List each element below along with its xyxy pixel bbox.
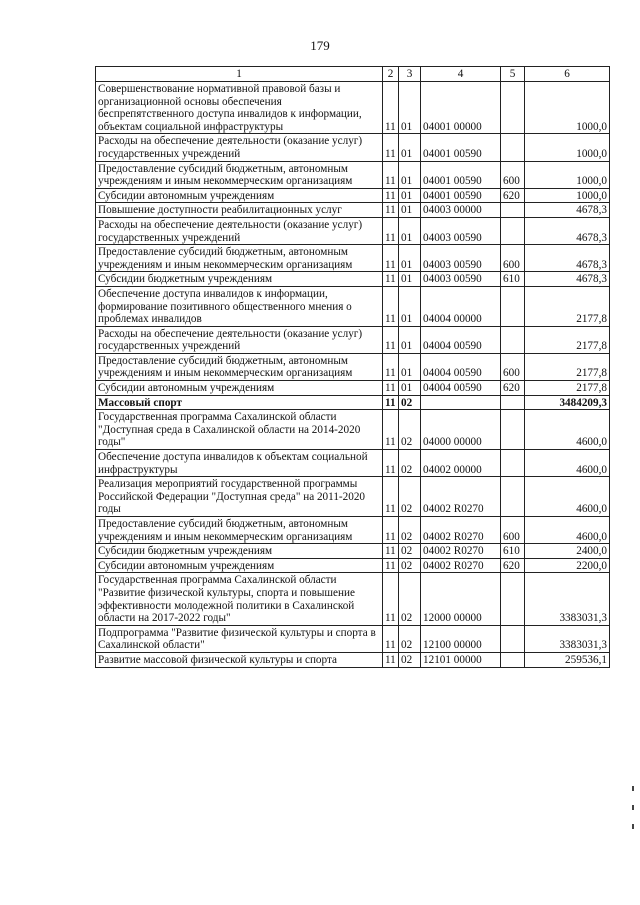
row-section-code: 11 <box>383 410 399 450</box>
row-description: Субсидии автономным учреждениям <box>96 188 383 203</box>
row-section-code: 11 <box>383 286 399 326</box>
page-number: 179 <box>310 38 330 53</box>
row-expense-type-code <box>501 477 525 517</box>
row-subsection-code: 01 <box>399 272 421 287</box>
row-target-article-code: 04000 00000 <box>421 410 501 450</box>
row-expense-type-code: 600 <box>501 353 525 380</box>
row-amount: 4678,3 <box>525 245 610 272</box>
row-description: Расходы на обеспечение деятельности (оказание услуг) государственных учреждений <box>96 217 383 244</box>
row-description: Обеспечение доступа инвалидов к объектам социальной инфраструктуры <box>96 450 383 477</box>
row-subsection-code: 02 <box>399 652 421 667</box>
row-description: Совершенствование нормативной правовой базы и организационной основы обеспечения беспрепятственного доступа инвалидов к информации, объектам социальной инфраструктуры <box>96 82 383 134</box>
row-target-article-code <box>421 395 501 410</box>
row-amount: 259536,1 <box>525 652 610 667</box>
row-description: Подпрограмма "Развитие физической культуры и спорта в Сахалинской области" <box>96 625 383 652</box>
row-subsection-code: 02 <box>399 517 421 544</box>
row-expense-type-code: 610 <box>501 544 525 559</box>
row-amount: 3383031,3 <box>525 625 610 652</box>
row-section-code: 11 <box>383 395 399 410</box>
row-target-article-code: 04001 00590 <box>421 188 501 203</box>
row-description: Субсидии бюджетным учреждениям <box>96 544 383 559</box>
row-amount: 2177,8 <box>525 326 610 353</box>
margin-mark <box>632 824 634 829</box>
row-description: Предоставление субсидий бюджетным, автономным учреждениям и иным некоммерческим организациям <box>96 245 383 272</box>
row-expense-type-code: 610 <box>501 272 525 287</box>
row-subsection-code: 01 <box>399 134 421 161</box>
row-subsection-code: 01 <box>399 326 421 353</box>
row-expense-type-code: 620 <box>501 381 525 396</box>
row-amount: 4600,0 <box>525 410 610 450</box>
table-row <box>96 395 610 410</box>
row-target-article-code: 04003 00590 <box>421 245 501 272</box>
table-row <box>96 625 610 652</box>
row-target-article-code: 04002 R0270 <box>421 558 501 573</box>
row-target-article-code: 04002 R0270 <box>421 544 501 559</box>
row-subsection-code: 02 <box>399 410 421 450</box>
row-amount: 2200,0 <box>525 558 610 573</box>
row-section-code: 11 <box>383 450 399 477</box>
table-row <box>96 652 610 667</box>
row-subsection-code: 02 <box>399 573 421 625</box>
row-expense-type-code: 620 <box>501 188 525 203</box>
row-subsection-code: 01 <box>399 217 421 244</box>
row-subsection-code: 01 <box>399 245 421 272</box>
row-section-code: 11 <box>383 381 399 396</box>
row-target-article-code: 04002 R0270 <box>421 477 501 517</box>
row-description: Обеспечение доступа инвалидов к информации, формирование позитивного общественного мнения о проблемах инвалидов <box>96 286 383 326</box>
row-section-code: 11 <box>383 272 399 287</box>
column-header: 1 <box>96 67 383 82</box>
row-subsection-code: 01 <box>399 381 421 396</box>
table-row <box>96 286 610 326</box>
row-expense-type-code <box>501 450 525 477</box>
table-row <box>96 517 610 544</box>
row-description: Развитие массовой физической культуры и спорта <box>96 652 383 667</box>
row-section-code: 11 <box>383 544 399 559</box>
row-amount: 3484209,3 <box>525 395 610 410</box>
budget-table <box>95 66 610 668</box>
row-target-article-code: 04001 00000 <box>421 82 501 134</box>
table-row <box>96 245 610 272</box>
row-subsection-code: 01 <box>399 286 421 326</box>
table-body <box>96 82 610 668</box>
row-section-code: 11 <box>383 517 399 544</box>
row-section-code: 11 <box>383 188 399 203</box>
row-amount: 4678,3 <box>525 272 610 287</box>
table-row <box>96 188 610 203</box>
row-section-code: 11 <box>383 573 399 625</box>
row-amount: 4600,0 <box>525 517 610 544</box>
row-expense-type-code <box>501 134 525 161</box>
row-target-article-code: 04003 00000 <box>421 203 501 218</box>
row-target-article-code: 12101 00000 <box>421 652 501 667</box>
row-description: Реализация мероприятий государственной программы Российской Федерации "Доступная среда" на 2011-2020 годы <box>96 477 383 517</box>
row-description: Субсидии автономным учреждениям <box>96 381 383 396</box>
row-description: Предоставление субсидий бюджетным, автономным учреждениям и иным некоммерческим организациям <box>96 161 383 188</box>
row-amount: 4600,0 <box>525 477 610 517</box>
row-subsection-code: 01 <box>399 203 421 218</box>
row-description: Государственная программа Сахалинской области "Развитие физической культуры, спорта и повышение эффективности молодежной политики в Сахалинской области на 2017-2022 годы" <box>96 573 383 625</box>
row-description: Государственная программа Сахалинской области "Доступная среда в Сахалинской области на 2014-2020 годы" <box>96 410 383 450</box>
row-amount: 1000,0 <box>525 82 610 134</box>
row-description: Предоставление субсидий бюджетным, автономным учреждениям и иным некоммерческим организациям <box>96 517 383 544</box>
row-description: Расходы на обеспечение деятельности (оказание услуг) государственных учреждений <box>96 326 383 353</box>
table-row <box>96 353 610 380</box>
row-target-article-code: 04004 00590 <box>421 353 501 380</box>
row-expense-type-code: 600 <box>501 161 525 188</box>
table-row <box>96 203 610 218</box>
row-section-code: 11 <box>383 477 399 517</box>
row-subsection-code: 02 <box>399 450 421 477</box>
row-target-article-code: 04004 00000 <box>421 286 501 326</box>
row-subsection-code: 01 <box>399 82 421 134</box>
row-amount: 2177,8 <box>525 286 610 326</box>
table-row <box>96 477 610 517</box>
row-target-article-code: 12100 00000 <box>421 625 501 652</box>
row-expense-type-code <box>501 217 525 244</box>
row-subsection-code: 02 <box>399 625 421 652</box>
row-amount: 1000,0 <box>525 161 610 188</box>
row-subsection-code: 02 <box>399 558 421 573</box>
row-expense-type-code <box>501 326 525 353</box>
row-amount: 4678,3 <box>525 217 610 244</box>
column-header: 5 <box>501 67 525 82</box>
table-row <box>96 161 610 188</box>
row-subsection-code: 01 <box>399 188 421 203</box>
row-subsection-code: 01 <box>399 161 421 188</box>
row-expense-type-code: 600 <box>501 517 525 544</box>
row-description: Расходы на обеспечение деятельности (оказание услуг) государственных учреждений <box>96 134 383 161</box>
row-amount: 2400,0 <box>525 544 610 559</box>
column-header: 6 <box>525 67 610 82</box>
table-row <box>96 326 610 353</box>
margin-mark <box>632 786 634 791</box>
row-target-article-code: 04004 00590 <box>421 381 501 396</box>
row-target-article-code: 04002 R0270 <box>421 517 501 544</box>
row-expense-type-code <box>501 395 525 410</box>
row-expense-type-code <box>501 82 525 134</box>
row-section-code: 11 <box>383 217 399 244</box>
row-expense-type-code: 600 <box>501 245 525 272</box>
column-header: 4 <box>421 67 501 82</box>
row-subsection-code: 02 <box>399 477 421 517</box>
row-description: Повышение доступности реабилитационных услуг <box>96 203 383 218</box>
row-subsection-code: 02 <box>399 395 421 410</box>
row-target-article-code: 04003 00590 <box>421 272 501 287</box>
table-header-row <box>96 67 610 82</box>
row-section-code: 11 <box>383 326 399 353</box>
row-section-code: 11 <box>383 558 399 573</box>
table-row <box>96 82 610 134</box>
row-amount: 3383031,3 <box>525 573 610 625</box>
row-expense-type-code <box>501 652 525 667</box>
row-section-code: 11 <box>383 652 399 667</box>
row-expense-type-code <box>501 573 525 625</box>
table-row <box>96 134 610 161</box>
row-target-article-code: 04003 00590 <box>421 217 501 244</box>
row-description: Субсидии автономным учреждениям <box>96 558 383 573</box>
row-description: Субсидии бюджетным учреждениям <box>96 272 383 287</box>
row-target-article-code: 04001 00590 <box>421 134 501 161</box>
table-row <box>96 450 610 477</box>
row-expense-type-code <box>501 410 525 450</box>
table-row <box>96 381 610 396</box>
row-section-code: 11 <box>383 161 399 188</box>
row-amount: 2177,8 <box>525 381 610 396</box>
margin-mark <box>632 805 634 810</box>
row-expense-type-code <box>501 203 525 218</box>
row-description: Массовый спорт <box>96 395 383 410</box>
row-section-code: 11 <box>383 245 399 272</box>
row-subsection-code: 01 <box>399 353 421 380</box>
row-description: Предоставление субсидий бюджетным, автономным учреждениям и иным некоммерческим организациям <box>96 353 383 380</box>
row-section-code: 11 <box>383 82 399 134</box>
row-target-article-code: 12000 00000 <box>421 573 501 625</box>
table-row <box>96 544 610 559</box>
row-amount: 1000,0 <box>525 134 610 161</box>
row-amount: 1000,0 <box>525 188 610 203</box>
row-section-code: 11 <box>383 353 399 380</box>
row-expense-type-code <box>501 625 525 652</box>
table-row <box>96 217 610 244</box>
row-subsection-code: 02 <box>399 544 421 559</box>
table-row <box>96 410 610 450</box>
column-header: 2 <box>383 67 399 82</box>
scan-margin-marks <box>632 786 635 843</box>
row-amount: 2177,8 <box>525 353 610 380</box>
table-row <box>96 558 610 573</box>
row-target-article-code: 04002 00000 <box>421 450 501 477</box>
row-expense-type-code <box>501 286 525 326</box>
row-expense-type-code: 620 <box>501 558 525 573</box>
row-amount: 4678,3 <box>525 203 610 218</box>
row-section-code: 11 <box>383 134 399 161</box>
column-header: 3 <box>399 67 421 82</box>
row-target-article-code: 04004 00590 <box>421 326 501 353</box>
table-row <box>96 573 610 625</box>
row-section-code: 11 <box>383 203 399 218</box>
row-amount: 4600,0 <box>525 450 610 477</box>
table-row <box>96 272 610 287</box>
row-section-code: 11 <box>383 625 399 652</box>
row-target-article-code: 04001 00590 <box>421 161 501 188</box>
